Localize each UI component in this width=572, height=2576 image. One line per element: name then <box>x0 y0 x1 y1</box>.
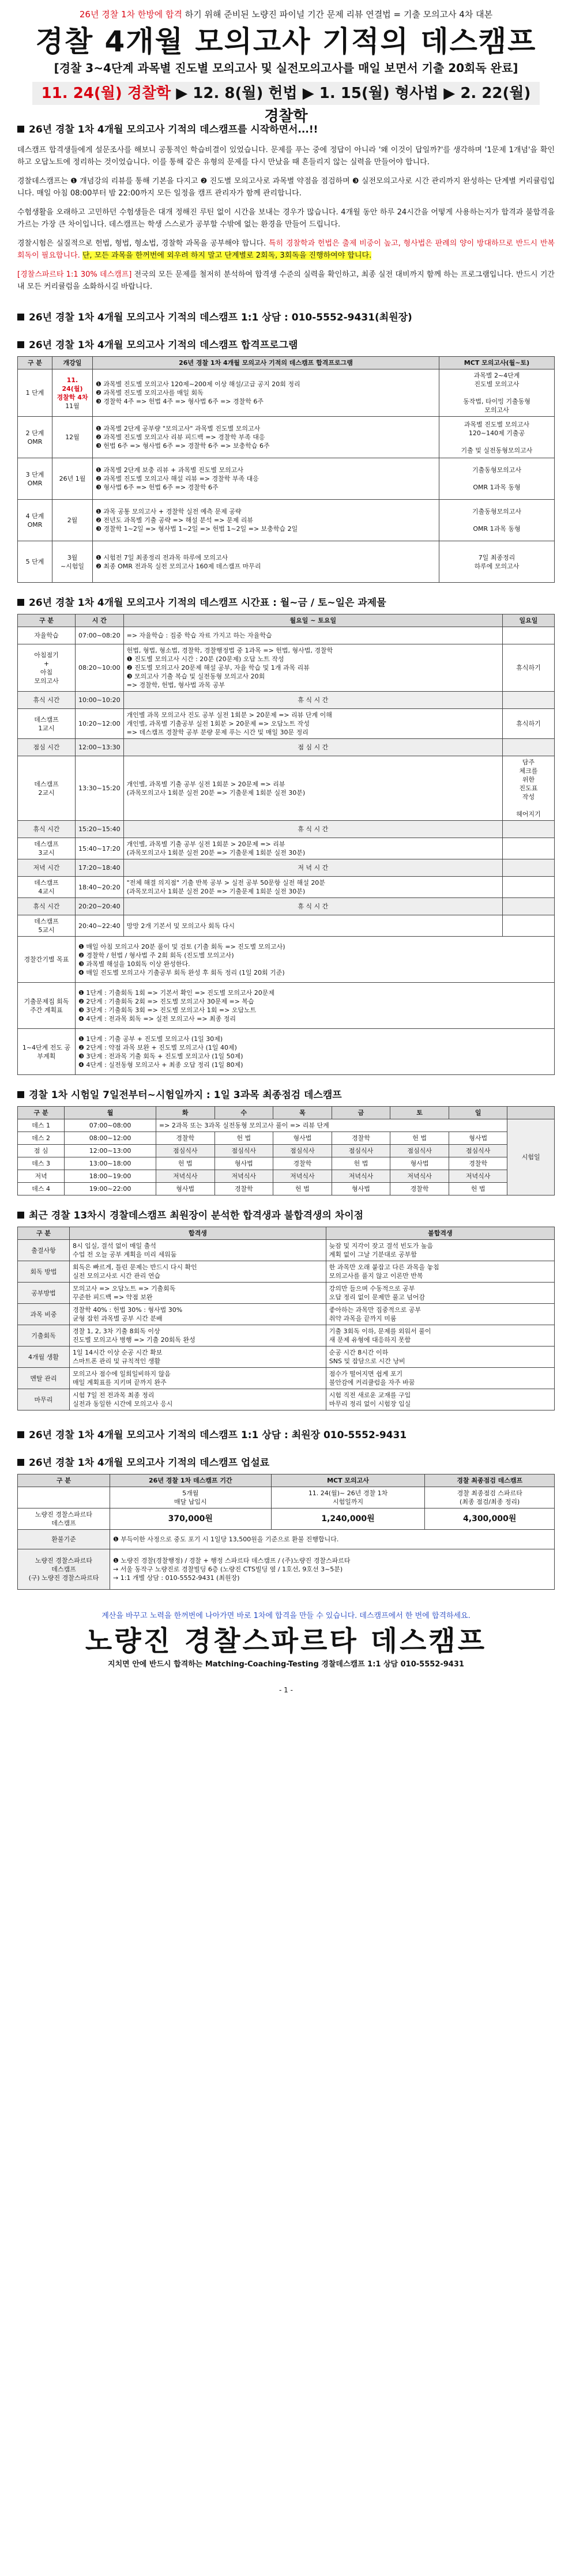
weekly-row <box>18 1119 555 1132</box>
weekly-head-row <box>18 1107 555 1119</box>
compare-fail: 좋아하는 과목만 집중적으로 공부 취약 과목을 끝까지 미룸 <box>326 1304 554 1325</box>
weekly-label: 데스 2 <box>18 1132 65 1145</box>
timetable-row <box>18 983 555 1029</box>
compare-row <box>18 1304 555 1325</box>
weekly-table <box>17 1106 555 1195</box>
compare-fail: 기출 3회독 이하, 문제를 외워서 풀이 새 문제 유형에 대응하지 못함 <box>326 1325 554 1347</box>
timetable-label: 데스캠프 4교시 <box>18 877 76 898</box>
timetable-sunday <box>503 739 555 756</box>
curriculum-stage: 3 단계 OMR <box>18 458 52 500</box>
weekly-cell: 저녁식사 <box>390 1170 449 1183</box>
weekly-cell: 점심식사 <box>332 1145 390 1157</box>
compare-fail: 강의만 들으며 수동적으로 공부 오답 정리 없이 문제만 풀고 넘어감 <box>326 1283 554 1304</box>
curriculum-row <box>18 458 555 500</box>
timetable-sunday <box>503 838 555 859</box>
weekly-row <box>18 1170 555 1183</box>
weekly-cell: 헌 법 <box>449 1183 507 1195</box>
timetable-label: 휴식 시간 <box>18 692 76 709</box>
compare-fail: 한 과목만 오래 붙잡고 다른 과목을 놓침 모의고사를 풀지 않고 이론만 반복 <box>326 1261 554 1283</box>
timetable-label: 데스캠프 1교시 <box>18 709 76 739</box>
consult-heading-2-text: 26년 경찰 1차 4개월 모의고사 기적의 데스캠프 1:1 상담 : 최원장 010-5552-9431 <box>29 1430 407 1441</box>
timetable-plan: ❶ 1단계 : 기출회독 1회 => 기본서 확인 => 진도별 모의고사 20문제 ❷ 2단계 : 기출회독 2회 => 진도별 모의고사 30문제 => 복습 ❸ 3단계 : 기출회독 3회 => 진도별 모의고사 1회 => 오답노트 ❹ 4단계 : 전과목 회독 => 실전 모의고사 => 최종 정리 <box>76 983 555 1029</box>
timetable-plan: ❶ 1단계 : 기출 공부 + 진도별 모의고사 (1일 30제) ❷ 2단계 : 약점 과목 보완 + 진도별 모의고사 (1일 40제) ❸ 3단계 : 전과목 기출 회독 + 진도별 모의고사 (1일 50제) ❹ 4단계 : 실전동형 모의고사 + 최종 오답 정리 (1일 80제) <box>76 1029 555 1075</box>
col-header: 개강일 <box>52 357 93 369</box>
weekly-label: 데스 3 <box>18 1157 65 1170</box>
timetable-content: 저 녁 시 간 <box>123 859 502 877</box>
timetable-content: => 자율학습 : 집중 학습 자료 가지고 하는 자율학습 <box>123 627 502 644</box>
weekly-row <box>18 1183 555 1195</box>
consult-heading-1-text: 26년 경찰 1차 4개월 모의고사 기적의 데스캠프 1:1 상담 : 010-5552-9431(최원장) <box>29 312 412 323</box>
timetable-body <box>18 627 555 1075</box>
fees-heading-text: 26년 경찰 1차 4개월 모의고사 기적의 데스캠프 업설료 <box>29 1457 270 1469</box>
col-header: 월 <box>65 1107 156 1119</box>
timetable-row <box>18 692 555 709</box>
timetable-label: 1~4단계 전도 공부계획 <box>18 1029 76 1075</box>
timetable-sunday <box>503 898 555 915</box>
compare-category: 공부방법 <box>18 1283 70 1304</box>
p5-rest: 전국의 모든 문제를 철저히 분석하여 합격생 수준의 실력을 확인하고, 최종 실전 대비까지 함께 하는 프로그램입니다. 반드시 기간 내 모든 커리큘럼을 소화하시길 바랍니다. <box>17 270 555 291</box>
curriculum-month: 12월 <box>65 433 80 441</box>
weekly-cell: 경찰학 <box>156 1132 215 1145</box>
timetable-row <box>18 709 555 739</box>
col-header: 목 <box>273 1107 332 1119</box>
timetable-time: 08:20~10:00 <box>76 644 124 692</box>
weekly-label: 데스 1 <box>18 1119 65 1132</box>
fees-location-label: 노량진 경찰스파르타 데스캠프 (구) 노량진 경찰스파르타 <box>18 1549 110 1590</box>
weekly-cell: 경찰학 <box>390 1183 449 1195</box>
timetable-time: 15:20~15:40 <box>76 821 124 838</box>
fees-refund-text: ❶ 부득이한 사정으로 중도 포기 시 1일당 13,500원을 기준으로 환불 진행합니다. <box>110 1530 555 1549</box>
timetable-sunday: 휴식하기 <box>503 709 555 739</box>
timetable-label: 데스캠프 3교시 <box>18 838 76 859</box>
weekly-cell: 경찰학 <box>215 1183 273 1195</box>
timetable-row <box>18 739 555 756</box>
curriculum-content: ❶ 과목별 진도별 모의고사 120제~200제 이상 해설/고급 공지 20회 정리 ❷ 과목별 진도별 모의고사를 매일 회독 ❸ 경찰학 4주 => 헌법 4주 => 형사법 6주 => 경찰학 6주 <box>93 369 439 417</box>
timetable-content: 개인별 과목 모의고사 진도 공부 실전 1회분 > 20문제 => 리뷰 단계 이해 개인별, 과목별 기출공부 실전 1회분 > 20문제 => 오답노트 작성 => 데스캠프 경찰학 공부 분량 문제 푸는 시간 및 매일 30문 정리 <box>123 709 502 739</box>
col-header: 불합격생 <box>326 1227 554 1240</box>
timetable-time: 10:20~12:00 <box>76 709 124 739</box>
weekly-cell: 점심식사 <box>390 1145 449 1157</box>
weekly-cell: 점심식사 <box>449 1145 507 1157</box>
curriculum-date <box>52 500 93 541</box>
weekly-exam-day: 시험일 <box>507 1119 555 1195</box>
col-header: 구 분 <box>18 614 76 627</box>
weekly-body <box>18 1119 555 1195</box>
timetable-content: 점 심 시 간 <box>123 739 502 756</box>
timetable-row <box>18 627 555 644</box>
fees-cell: 5개월 매달 납입시 <box>110 1487 272 1508</box>
weekly-label: 점 심 <box>18 1145 65 1157</box>
col-header: 토 <box>390 1107 449 1119</box>
square-bullet-icon <box>17 126 24 133</box>
page-subtitle: [경찰 3~4단계 과목별 진도별 모의고사 및 실전모의고사를 매일 보면서 기출 20회독 완료] <box>54 61 518 75</box>
weekly-cell: 헌 법 <box>215 1132 273 1145</box>
page-title: 경찰 4개월 모의고사 기적의 데스캠프 <box>35 25 537 58</box>
timetable-content: 휴 식 시 간 <box>123 692 502 709</box>
weekly-heading <box>17 1088 555 1103</box>
timetable-table <box>17 614 555 1075</box>
timetable-content: 개인별, 과목별 기출 공부 실전 1회분 > 20문제 => 리뷰 (과목모의고사 1회분 실전 20분 => 기출문제 1회분 실전 30분) <box>123 756 502 821</box>
weekly-time: 13:00~18:00 <box>65 1157 156 1170</box>
col-header: 수 <box>215 1107 273 1119</box>
fees-refund-label: 환불기준 <box>18 1530 110 1549</box>
compare-category: 출결사항 <box>18 1240 70 1261</box>
weekly-cell: 점심식사 <box>156 1145 215 1157</box>
timetable-plan: ❶ 매일 아침 모의고사 20분 풀이 및 검토 (기출 회독 => 진도별 모의고사) ❷ 경찰학 / 헌법 / 형사법 주 2회 회독 (진도별 모의고사) ❸ 과목별 해설을 10회독 이상 완성한다. ❹ 매일 진도별 모의고사 기출공부 회독 완성 후 회독 정리 (1일 20회 기준) <box>76 937 555 983</box>
weekly-label: 저녁 <box>18 1170 65 1183</box>
weekly-cell: 형사법 <box>215 1157 273 1170</box>
weekly-cell: 경찰학 <box>449 1157 507 1170</box>
timetable-sunday <box>503 877 555 898</box>
fees-price-row <box>18 1508 555 1530</box>
weekly-cell: 헌 법 <box>273 1183 332 1195</box>
compare-category: 4개월 생활 <box>18 1347 70 1368</box>
compare-heading-text: 최근 경찰 13차시 경찰데스캠프 최원장이 분석한 합격생과 불합격생의 차이점 <box>29 1210 364 1221</box>
timetable-label: 기출문제집 회독 주간 계획표 <box>18 983 76 1029</box>
curriculum-month: 26년 1월 <box>59 475 86 482</box>
weekly-cell: 헌 법 <box>332 1157 390 1170</box>
timetable-content: 망망 2개 기본서 및 모의고사 회독 다시 <box>123 915 502 937</box>
timetable-sunday <box>503 627 555 644</box>
curriculum-mct: 7일 최종정리 하루에 모의고사 <box>439 541 555 583</box>
timetable-time: 13:30~15:20 <box>76 756 124 821</box>
col-header: 월요일 ~ 토요일 <box>123 614 502 627</box>
weekly-cell: 헌 법 <box>156 1157 215 1170</box>
compare-row <box>18 1261 555 1283</box>
date-bar-red: 11. 24(월) 경찰학 <box>41 85 171 102</box>
weekly-cell: 저녁식사 <box>273 1170 332 1183</box>
compare-pass: 시험 7일 전 전과목 최종 정리 실전과 동일한 시간에 모의고사 응시 <box>70 1389 326 1410</box>
footer-subtitle: 지치면 안에 반드시 합격하는 Matching-Coaching-Testing 경찰데스캠프 1:1 상담 010-5552-9431 <box>108 1660 464 1669</box>
weekly-cell: 저녁식사 <box>156 1170 215 1183</box>
schedule-date-bar <box>32 82 540 125</box>
weekly-cell: 저녁식사 <box>332 1170 390 1183</box>
timetable-label: 점심 시간 <box>18 739 76 756</box>
curriculum-date <box>52 369 93 417</box>
timetable-row <box>18 877 555 898</box>
curriculum-table <box>17 356 555 583</box>
fees-period-row <box>18 1487 555 1508</box>
col-header: 26년 경찰 1차 데스캠프 기간 <box>110 1474 272 1487</box>
timetable-label: 경찰간기별 목표 <box>18 937 76 983</box>
curriculum-content: ❶ 시험전 7일 최종정리 전과목 하루에 모의고사 ❷ 최종 OMR 전과목 실전 모의고사 160제 데스캠프 마무리 <box>93 541 439 583</box>
compare-fail: 점수가 떨어지면 쉽게 포기 불안감에 커리큘럼을 자주 바꿈 <box>326 1368 554 1389</box>
col-header: 구 분 <box>18 1474 110 1487</box>
col-header <box>507 1107 555 1119</box>
timetable-label: 저녁 시간 <box>18 859 76 877</box>
compare-body <box>18 1240 555 1410</box>
timetable-time: 10:00~10:20 <box>76 692 124 709</box>
compare-row <box>18 1240 555 1261</box>
timetable-label: 휴식 시간 <box>18 898 76 915</box>
compare-row <box>18 1368 555 1389</box>
weekly-cell: 형사법 <box>390 1157 449 1170</box>
weekly-cell: 형사법 <box>449 1132 507 1145</box>
fees-refund-row <box>18 1530 555 1549</box>
col-header: 합격생 <box>70 1227 326 1240</box>
weekly-cell: 경찰학 <box>332 1132 390 1145</box>
compare-category: 회독 방법 <box>18 1261 70 1283</box>
timetable-time: 17:20~18:40 <box>76 859 124 877</box>
timetable-heading <box>17 595 555 610</box>
weekly-cell: => 2과목 또는 3과목 실전동형 모의고사 풀이 => 리뷰 단계 <box>156 1119 507 1132</box>
timetable-sunday <box>503 859 555 877</box>
weekly-cell: 형사법 <box>332 1183 390 1195</box>
fees-price: 370,000원 <box>110 1508 272 1530</box>
compare-row <box>18 1325 555 1347</box>
weekly-time: 18:00~19:00 <box>65 1170 156 1183</box>
weekly-cell: 저녁식사 <box>449 1170 507 1183</box>
p5-red: [경찰스파르타 1:1 30% 데스캠프] <box>17 270 134 279</box>
weekly-time: 12:00~13:00 <box>65 1145 156 1157</box>
top-note <box>17 8 555 21</box>
weekly-label: 데스 4 <box>18 1183 65 1195</box>
p4-highlight: 단, 모든 과목을 한꺼번에 외우려 하지 말고 단계별로 2회독, 3회독을 진행하여야 합니다. <box>82 251 372 260</box>
fees-price: 4,300,000원 <box>425 1508 555 1530</box>
timetable-label: 데스캠프 5교시 <box>18 915 76 937</box>
square-bullet-icon <box>17 599 24 606</box>
fees-heading <box>17 1455 555 1470</box>
compare-pass: 모의고사 점수에 일희일비하지 않음 매일 계획표를 지키며 끝까지 완주 <box>70 1368 326 1389</box>
compare-heading <box>17 1208 555 1223</box>
compare-pass: 8시 입실, 결석 없이 매일 출석 수업 전 오늘 공부 계획을 미리 세워둠 <box>70 1240 326 1261</box>
timetable-row <box>18 756 555 821</box>
weekly-time: 08:00~12:00 <box>65 1132 156 1145</box>
timetable-content: 휴 식 시 간 <box>123 898 502 915</box>
curriculum-month: 2월 <box>67 516 78 524</box>
weekly-cell: 점심식사 <box>273 1145 332 1157</box>
footer-title: 노량진 경찰스파르타 데스캠프 <box>85 1625 487 1657</box>
weekly-cell: 경찰학 <box>273 1157 332 1170</box>
compare-category: 마무리 <box>18 1389 70 1410</box>
timetable-time: 12:00~13:30 <box>76 739 124 756</box>
timetable-row <box>18 838 555 859</box>
col-header: 구 분 <box>18 1227 70 1240</box>
top-note-rest: 하기 위해 준비된 노량진 파이널 기간 문제 리뷰 연결법 = 기출 모의고사 4차 대본 <box>185 9 493 20</box>
timetable-label: 데스캠프 2교시 <box>18 756 76 821</box>
col-header: 구 분 <box>18 1107 65 1119</box>
col-header: 시 간 <box>76 614 124 627</box>
intro-paragraph-5 <box>17 269 555 293</box>
curriculum-stage: 4 단계 OMR <box>18 500 52 541</box>
col-header: 금 <box>332 1107 390 1119</box>
curriculum-content: ❶ 과목별 2단계 공부량 "모의고사" 과목별 진도별 모의고사 ❷ 과목별 진도별 모의고사 리뷰 피드백 => 경찰학 부족 대응 ❸ 헌법 6주 => 형사법 6주 => 경찰학 6주 => 보충학습 6주 <box>93 417 439 458</box>
curriculum-mct: 과목별 2~4단계 진도별 모의고사 동작법, 타이밍 기출동형 모의고사 <box>439 369 555 417</box>
fees-cell: 11. 24(월)~ 26년 경찰 1차 시험일까지 <box>271 1487 425 1508</box>
compare-pass: 경찰 1, 2, 3차 기출 8회독 이상 진도별 모의고사 병행 => 기출 20회독 완성 <box>70 1325 326 1347</box>
compare-pass: 경찰학 40% : 헌법 30% : 형사법 30% 균형 잡힌 과목별 공부 시간 분배 <box>70 1304 326 1325</box>
timetable-row <box>18 644 555 692</box>
fees-location-row <box>18 1549 555 1590</box>
curriculum-content: ❶ 과목별 2단계 보충 리뷰 + 과목별 진도별 모의고사 ❷ 과목별 진도별 모의고사 해설 리뷰 => 경찰학 부족 대응 ❸ 형사법 6주 => 헌법 6주 => 경찰학 6주 <box>93 458 439 500</box>
intro-paragraph-2: 경찰데스캠프는 ❶ 개념강의 리뷰를 통해 기본을 다지고 ❷ 진도별 모의고사로 과목별 약점을 점검하며 ❸ 실전모의고사로 시간 관리까지 완성하는 단계별 커리큘럼입니다. 매일 아침 08:00부터 밤 22:00까지 모든 일정을 캠프 관리자가 함께 관리합니다. <box>17 177 555 198</box>
top-note-red: 26년 경찰 1차 한방에 합격 <box>79 9 183 20</box>
timetable-label: 휴식 시간 <box>18 821 76 838</box>
fees-location-text: ❶ 노량진 경찰(경찰행정) / 경찰 + 행정 스파르타 데스캠프 / (주)노량진 경찰스파르타 → 서울 동작구 노량진로 경찰빌딩 6층 (노량진 CTS빌딩 옆 / 1호선, 9호선 3~5분) → 1:1 개별 상담 : 010-5552-9431 (최원장) <box>110 1549 555 1590</box>
square-bullet-icon <box>17 1459 24 1466</box>
compare-category: 기출회독 <box>18 1325 70 1347</box>
intro-heading <box>17 122 555 137</box>
timetable-sunday <box>503 821 555 838</box>
weekly-cell: 형사법 <box>156 1183 215 1195</box>
weekly-time: 07:00~08:00 <box>65 1119 156 1132</box>
square-bullet-icon <box>17 341 24 348</box>
curriculum-stage: 2 단계 OMR <box>18 417 52 458</box>
fees-cell: 경찰 최종점검 스파르타 (최종 점검/최종 정리) <box>425 1487 555 1508</box>
timetable-row <box>18 1029 555 1075</box>
timetable-row <box>18 821 555 838</box>
compare-row <box>18 1347 555 1368</box>
timetable-time: 07:00~08:20 <box>76 627 124 644</box>
col-header: 일 <box>449 1107 507 1119</box>
col-header: 경찰 최종점검 데스캠프 <box>425 1474 555 1487</box>
compare-fail: 시험 직전 새로운 교재를 구입 마무리 정리 없이 시험장 입실 <box>326 1389 554 1410</box>
curriculum-body <box>18 369 555 583</box>
weekly-cell: 점심식사 <box>215 1145 273 1157</box>
date-bar-rest: ▶ 12. 8(월) 헌법 ▶ 1. 15(월) 형사법 ▶ 2. 22(월) 경찰학 <box>171 85 531 125</box>
timetable-sunday <box>503 692 555 709</box>
page-number: - 1 - <box>279 1686 293 1694</box>
timetable-time: 20:40~22:40 <box>76 915 124 937</box>
intro-paragraph-3: 수험생활을 오래하고 고민하던 수험생들은 대개 정해진 루틴 없이 시간을 보내는 경우가 많습니다. 4개월 동안 하루 24시간을 어떻게 사용하는지가 합격과 불합격을 가르는 가장 큰 차이입니다. 데스캠프는 학생 스스로가 공부할 수밖에 없는 환경을 만들어 드립니다. <box>17 208 555 229</box>
col-header: 일요일 <box>503 614 555 627</box>
weekly-row <box>18 1132 555 1145</box>
curriculum-heading <box>17 338 555 353</box>
curriculum-stage: 1 단계 <box>18 369 52 417</box>
fees-cell: 노량진 경찰스파르타 데스캠프 <box>18 1508 110 1530</box>
weekly-row <box>18 1157 555 1170</box>
intro-paragraph-1: 데스캠프 합격생들에게 설문조사를 해보니 공통적인 학습비결이 있었습니다. 문제를 푸는 중에 정답이 아니라 '왜 이것이 답일까?'를 생각하며 '1문제 1개념'을 확인하고 오답노트에 정리하는 것이었습니다. 이를 통해 같은 유형의 문제를 다시 만났을 때 흔들리지 않는 실력을 만들어야 합니다. <box>17 146 555 167</box>
timetable-row <box>18 898 555 915</box>
timetable-time: 15:40~17:20 <box>76 838 124 859</box>
compare-table <box>17 1227 555 1410</box>
curriculum-row <box>18 541 555 583</box>
curriculum-date-sub: 경찰학 4차 <box>57 393 88 401</box>
fees-cell <box>18 1487 110 1508</box>
col-header: 26년 경찰 1차 4개월 모의고사 기적의 데스캠프 합격프로그램 <box>93 357 439 369</box>
col-header: 구 분 <box>18 357 52 369</box>
curriculum-row <box>18 417 555 458</box>
consult-heading-2 <box>17 1428 555 1443</box>
square-bullet-icon <box>17 1212 24 1219</box>
compare-pass: 1일 14시간 이상 순공 시간 확보 스마트폰 관리 및 규칙적인 생활 <box>70 1347 326 1368</box>
compare-pass: 모의고사 => 오답노트 => 기출회독 꾸준한 피드백 => 약점 보완 <box>70 1283 326 1304</box>
p4-red: 특히 경찰학과 헌법은 출제 비중이 높고, 형사법은 판례의 양이 방대하므로 반드시 반복회독이 필요합니다. <box>17 239 555 260</box>
consult-heading-1 <box>17 310 555 325</box>
p4-start: 경찰시험은 실질적으로 헌법, 형법, 형소법, 경찰학 과목을 공부해야 합니다. <box>17 239 269 248</box>
compare-category: 멘탈 관리 <box>18 1368 70 1389</box>
timetable-content: 헌법, 형법, 형소법, 경찰학, 경찰행정법 중 1과목 => 헌법, 형사법, 경찰학 ❶ 진도별 모의고사 시간 : 20분 (20문제) 오답 노트 작성 ❷ 진도별 모의고사 20문제 해설 공부, 자율 학습 및 1개 과목 리뷰 ❸ 모의고사 기출 복습 및 실전동형 모의고사 20회 => 경찰학, 헌법, 형사법 과목 공부 <box>123 644 502 692</box>
fees-table <box>17 1474 555 1590</box>
timetable-label: 자율학습 <box>18 627 76 644</box>
square-bullet-icon <box>17 1091 24 1098</box>
timetable-row <box>18 915 555 937</box>
compare-pass: 회독은 빠르게, 틀린 문제는 반드시 다시 확인 실전 모의고사로 시간 관리 연습 <box>70 1261 326 1283</box>
square-bullet-icon <box>17 1431 24 1438</box>
weekly-cell: 형사법 <box>273 1132 332 1145</box>
timetable-sunday: 담주 체크를 위한 진도표 작성 헤어지기 <box>503 756 555 821</box>
compare-category: 과목 비중 <box>18 1304 70 1325</box>
curriculum-stage: 5 단계 <box>18 541 52 583</box>
square-bullet-icon <box>17 314 24 320</box>
timetable-time: 18:40~20:20 <box>76 877 124 898</box>
col-header: MCT 모의고사 <box>271 1474 425 1487</box>
col-header: 화 <box>156 1107 215 1119</box>
timetable-time: 20:20~20:40 <box>76 898 124 915</box>
closing-note: 계산을 바꾸고 노력을 한꺼번에 나아가면 바로 1차에 합격을 만들 수 있습니다. 데스캠프에서 한 번에 합격하세요. <box>101 1612 471 1620</box>
timetable-sunday: 휴식하기 <box>503 644 555 692</box>
curriculum-date <box>52 541 93 583</box>
weekly-cell: 헌 법 <box>390 1132 449 1145</box>
curriculum-heading-text: 26년 경찰 1차 4개월 모의고사 기적의 데스캠프 합격프로그램 <box>29 340 298 351</box>
timetable-label: 아침점기 + 아침 모의고사 <box>18 644 76 692</box>
col-header: MCT 모의고사(월~토) <box>439 357 555 369</box>
weekly-cell: 저녁식사 <box>215 1170 273 1183</box>
curriculum-row <box>18 500 555 541</box>
compare-fail: 순공 시간 8시간 이하 SNS 및 잡담으로 시간 낭비 <box>326 1347 554 1368</box>
timetable-row <box>18 859 555 877</box>
curriculum-row <box>18 369 555 417</box>
curriculum-month: 3월 ~시험일 <box>60 553 85 570</box>
weekly-time: 19:00~22:00 <box>65 1183 156 1195</box>
weekly-row <box>18 1145 555 1157</box>
timetable-row <box>18 937 555 983</box>
curriculum-mct: 기출동형모의고사 OMR 1과목 동형 <box>439 458 555 500</box>
timetable-content: 휴 식 시 간 <box>123 821 502 838</box>
compare-fail: 늦잠 및 지각이 잦고 결석 빈도가 높음 계획 없이 그날 기분대로 공부함 <box>326 1240 554 1261</box>
intro-heading-text: 26년 경찰 1차 4개월 모의고사 기적의 데스캠프를 시작하면서...!! <box>29 124 318 135</box>
weekly-heading-text: 경찰 1차 시험일 7일전부터~시험일까지 : 1일 3과목 최종점검 데스캠프 <box>29 1089 342 1101</box>
curriculum-mct: 기출동형모의고사 OMR 1과목 동형 <box>439 500 555 541</box>
curriculum-content: ❶ 과목 공통 모의고사 + 경찰학 실전 예측 문제 공략 ❷ 전년도 과목별 기출 공략 => 해설 분석 => 문제 리뷰 ❸ 경찰학 1~2일 => 형사법 1~2일 => 헌법 1~2일 => 보충학습 2일 <box>93 500 439 541</box>
curriculum-month: 11월 <box>65 402 80 410</box>
curriculum-date <box>52 458 93 500</box>
timetable-content: 개인별, 과목별 기출 공부 실전 1회분 > 20문제 => 리뷰 (과목모의고사 1회분 실전 20분 => 기출문제 1회분 실전 30분) <box>123 838 502 859</box>
fees-price: 1,240,000원 <box>271 1508 425 1530</box>
curriculum-mct: 과목별 진도별 모의고사 120~140제 기출공 기출 및 실전동형모의고사 <box>439 417 555 458</box>
compare-row <box>18 1283 555 1304</box>
timetable-heading-text: 26년 경찰 1차 4개월 모의고사 기적의 데스캠프 시간표 : 월~금 / 토~일은 과제물 <box>29 597 386 609</box>
timetable-sunday <box>503 915 555 937</box>
curriculum-date <box>52 417 93 458</box>
timetable-content: "전체 해결 의지점" 기출 반복 공부 > 실전 공부 50문항 실전 해설 20분 (과목모의고사 1회분 실전 20분 => 기출문제 1회분 실전 30분) <box>123 877 502 898</box>
compare-row <box>18 1389 555 1410</box>
intro-paragraph-4 <box>17 237 555 262</box>
curriculum-date-red: 11. 24(월) <box>62 376 83 393</box>
